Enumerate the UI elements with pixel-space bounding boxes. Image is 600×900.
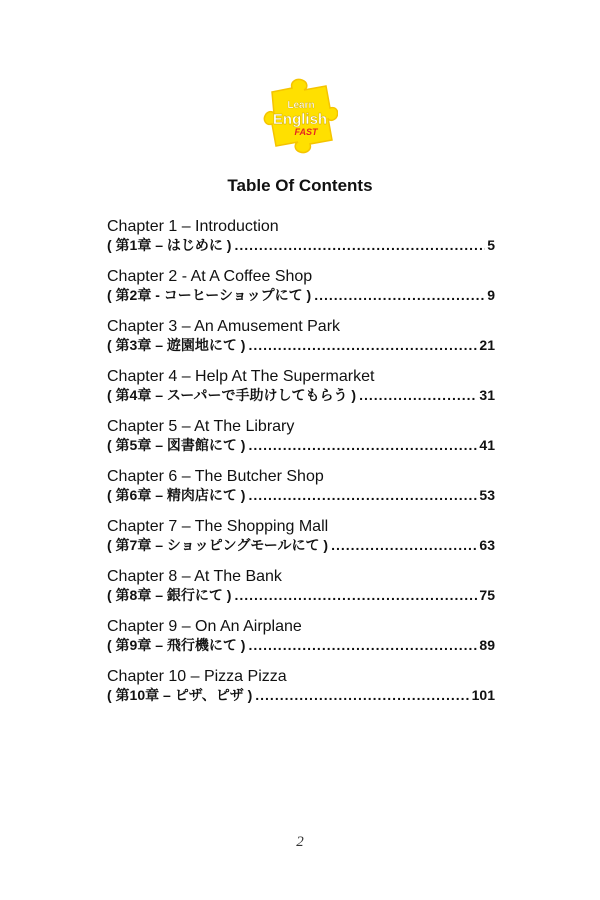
toc-entry-title: Chapter 2 - At A Coffee Shop [107,268,313,285]
toc-entry-4[interactable] [107,368,495,418]
toc-dot-leader [248,436,477,454]
toc-entry-jp-title: ( 第3章 – 遊園地にて ) [107,337,246,353]
toc-entry-jp-title: ( 第9章 – 飛行機にて ) [107,637,246,653]
toc-entry-title: Chapter 10 – Pizza Pizza [107,668,287,685]
toc-dot-leader [248,636,477,654]
toc-entry-line [107,586,495,604]
toc-entry-jp-title: ( 第7章 – ショッピングモールにて ) [107,537,329,553]
logo-text-english: English [272,111,328,128]
toc-entry-line [107,386,495,404]
toc-entry-title: Chapter 1 – Introduction [107,218,279,235]
toc-entry-line [107,436,495,454]
toc-entry-title: Chapter 5 – At The Library [107,418,295,435]
toc-entry-title: Chapter 9 – On An Airplane [107,618,302,635]
toc-entry-page: 101 [471,687,495,703]
toc-entry-title: Chapter 8 – At The Bank [107,568,282,585]
toc-entry-page: 21 [479,337,495,353]
toc-entry-line [107,336,495,354]
toc-dot-leader [359,386,477,404]
toc-dot-leader [314,286,485,304]
toc-dot-leader [248,486,477,504]
toc-entry-8[interactable] [107,568,495,618]
toc-entry-page: 63 [479,537,495,553]
toc-entry-page: 41 [479,437,495,453]
toc-entry-page: 89 [479,637,495,653]
toc-entry-jp-title: ( 第6章 – 精肉店にて ) [107,487,246,503]
toc-entry-10[interactable] [107,668,495,718]
toc-entry-line [107,636,495,654]
toc-entry-7[interactable] [107,518,495,568]
page-number: 2 [296,834,304,850]
toc-entry-jp-title: ( 第8章 – 銀行にて ) [107,587,232,603]
toc-entry-title: Chapter 3 – An Amusement Park [107,318,341,335]
toc-entry-2[interactable] [107,268,495,318]
toc-dot-leader [234,586,477,604]
toc-entry-page: 5 [487,237,495,253]
toc-entry-title: Chapter 7 – The Shopping Mall [107,518,329,535]
toc-entry-line [107,486,495,504]
toc-entry-jp-title: ( 第4章 – スーパーで手助けしてもらう ) [107,387,357,403]
toc-entry-jp-title: ( 第10章 – ピザ、ピザ ) [107,687,253,703]
toc-entry-page: 75 [479,587,495,603]
logo-text-fast: FAST [294,127,318,137]
toc-dot-leader [331,536,477,554]
toc-entry-jp-title: ( 第1章 – はじめに ) [107,237,232,253]
learn-english-fast-logo [262,78,338,154]
toc-entry-jp-title: ( 第5章 – 図書館にて ) [107,437,246,453]
toc-entry-page: 53 [479,487,495,503]
logo-text-learn: Learn [287,100,315,111]
toc-dot-leader [248,336,477,354]
toc-entry-3[interactable] [107,318,495,368]
toc-entry-5[interactable] [107,418,495,468]
toc-entry-page: 31 [479,387,495,403]
toc-entry-6[interactable] [107,468,495,518]
table-of-contents-heading: Table Of Contents [227,176,373,195]
toc-entry-line [107,536,495,554]
toc-entry-title: Chapter 6 – The Butcher Shop [107,468,324,485]
toc-entry-9[interactable] [107,618,495,668]
toc-entry-page: 9 [487,287,495,303]
toc-entry-1[interactable] [107,218,495,268]
toc-entry-line [107,236,495,254]
toc-entry-line [107,686,495,704]
table-of-contents [107,218,495,718]
toc-entry-title: Chapter 4 – Help At The Supermarket [107,368,375,385]
toc-dot-leader [255,686,469,704]
toc-entry-line [107,286,495,304]
toc-entry-jp-title: ( 第2章 - コーヒーショップにて ) [107,287,312,303]
toc-dot-leader [234,236,485,254]
